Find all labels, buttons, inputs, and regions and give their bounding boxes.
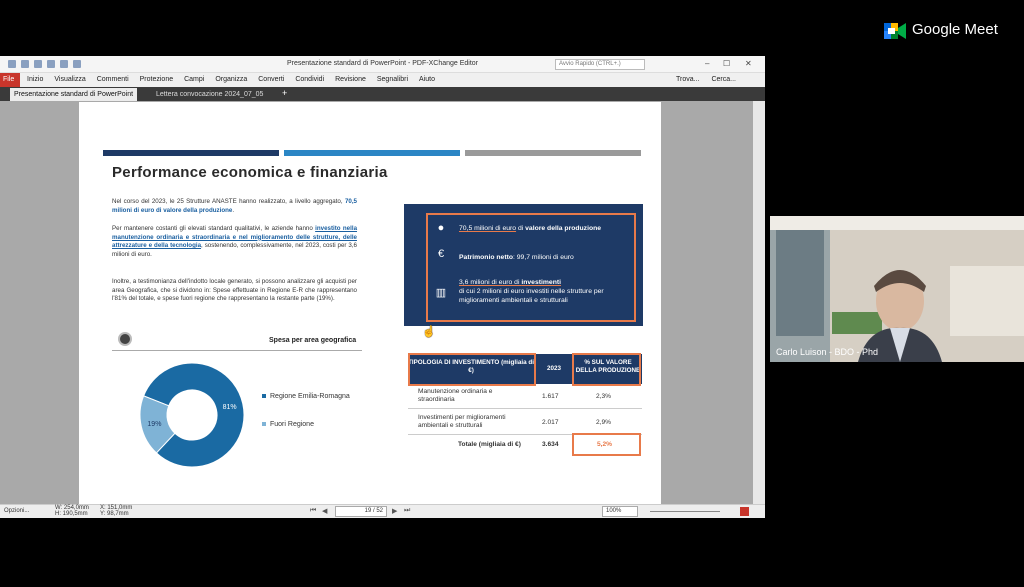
page-dimensions: W: 254,0mm H: 190,5mm — [55, 505, 89, 517]
kpi-investimenti: 3,6 milioni di euro di investimenti di cui 2 milioni di euro investiti nelle strutture per miglioramenti ambientali e strutturali — [459, 279, 604, 304]
prev-page-icon[interactable]: ◀ — [322, 508, 328, 515]
last-page-icon[interactable]: ⏭ — [404, 507, 411, 514]
menu-file[interactable]: File — [0, 73, 20, 87]
highlight-frame-header — [408, 353, 536, 386]
menu-campi[interactable]: Campi — [184, 76, 205, 83]
find-button[interactable]: Trova... — [676, 76, 700, 83]
menu-segnalibri[interactable]: Segnalibri — [376, 76, 409, 83]
table-row: Manutenzione ordinaria e straordinaria 1.617 2,3% — [408, 385, 642, 409]
menu-commenti[interactable]: Commenti — [96, 76, 129, 83]
table-header-percent: % SUL VALORE DELLA PRODUZIONE — [574, 354, 642, 384]
geography-icon — [118, 332, 132, 346]
pie-data-label: 19% — [147, 420, 162, 428]
legend-dot — [262, 422, 266, 426]
options-button[interactable]: Opzioni... — [4, 508, 30, 514]
highlight-frame-total — [572, 433, 641, 456]
table-row: Investimenti per miglioramenti ambientali e strutturali 2.017 2,9% — [408, 409, 642, 435]
zoom-slider[interactable] — [650, 511, 720, 512]
hand-cursor-icon: ☝ — [422, 326, 436, 338]
table-total-row: Totale (migliaia di €) 3.634 5,2% — [458, 441, 613, 448]
google-meet-label: Google Meet — [912, 21, 998, 38]
participant-video-tile[interactable] — [770, 216, 1024, 362]
new-tab-icon[interactable]: + — [282, 88, 288, 98]
slide-title: Performance economica e finanziaria — [112, 164, 388, 181]
piggy-bank-icon: ● — [437, 222, 445, 234]
menu-bar — [0, 73, 765, 87]
status-bar — [0, 504, 765, 518]
page-number-input[interactable]: 19 / 52 — [335, 506, 387, 517]
title-bar — [0, 56, 765, 73]
menu-condividi[interactable]: Condividi — [295, 76, 325, 83]
menu-revisione[interactable]: Revisione — [335, 76, 366, 83]
menu-converti[interactable]: Converti — [258, 76, 285, 83]
header-bar-blue — [284, 150, 460, 156]
first-page-icon[interactable]: ⏮ — [310, 507, 317, 514]
bar-chart-icon: ▥ — [435, 287, 447, 299]
paragraph-3: Inoltre, a testimonianza dell'indotto locale generato, si possono analizzare gli acquisti per area Geografica, che si dividono in: Spese effettuate in Regione E-R che rappresentano l'81% del totale, e spese fuori regione che rappresentano la restante parte (19%). — [112, 278, 357, 303]
menu-aiuto[interactable]: Aiuto — [419, 76, 435, 83]
search-button[interactable]: Cerca... — [711, 76, 736, 83]
participant-name: Carlo Luison - BDO - Phd — [776, 347, 879, 357]
donut-chart — [137, 360, 247, 470]
participant-video-frame — [770, 216, 1024, 362]
table-header-tipologia: TIPOLOGIA DI INVESTIMENTO (migliaia di €) — [408, 354, 534, 384]
menu-organizza[interactable]: Organizza — [215, 76, 248, 83]
paragraph-1: Nel corso del 2023, le 25 Strutture ANASTE hanno realizzato, a livello aggregato, 70,5 milioni di euro di valore della produzione. — [112, 198, 357, 214]
pdf-icon[interactable] — [740, 507, 749, 516]
table-header-2023: 2023 — [536, 354, 572, 384]
legend-dot — [262, 394, 266, 398]
tab-presentazione[interactable]: Presentazione standard di PowerPoint — [10, 88, 137, 101]
menu-inizio[interactable]: Inizio — [27, 76, 44, 83]
kpi-patrimonio-netto: Patrimonio netto: 99,7 milioni di euro — [459, 254, 574, 261]
pie-data-label: 81% — [222, 404, 237, 412]
maximize-icon[interactable]: ☐ — [723, 59, 731, 68]
legend-item-fuori-regione: Fuori Regione — [262, 421, 314, 428]
menu-protezione[interactable]: Protezione — [139, 76, 174, 83]
zoom-select[interactable]: 100% — [602, 506, 638, 517]
cursor-coordinates: X: 151,0mm Y: 98,7mm — [100, 505, 133, 517]
chart-title-divider — [112, 350, 362, 351]
kpi-valore-produzione: 70,5 milioni di euro di valore della produzione — [459, 225, 602, 232]
google-meet-icon — [884, 21, 906, 41]
next-page-icon[interactable]: ▶ — [392, 508, 398, 515]
quick-search-input[interactable]: Avvio Rapido (CTRL+.) — [555, 59, 645, 70]
tab-lettera-convocazione[interactable]: Lettera convocazione 2024_07_05 — [156, 91, 264, 98]
paragraph-2: Per mantenere costanti gli elevati standard qualitativi, le aziende hanno investito nella manutenzione ordinaria e straordinaria e nel miglioramento delle strutture, delle attrezzature e della tecnologia, sostenendo, complessivamente, nel 2023, costi per 3,6 milioni di euro. — [112, 225, 358, 258]
menu-visualizza[interactable]: Visualizza — [54, 76, 86, 83]
pdf-page — [79, 102, 661, 504]
document-tab-bar — [0, 87, 765, 101]
header-bar-dark — [103, 150, 279, 156]
highlight-frame-percent-header — [572, 353, 641, 386]
chart-title: Spesa per area geografica — [269, 337, 357, 344]
minimize-icon[interactable]: – — [705, 59, 710, 68]
kpi-box — [404, 204, 643, 326]
legend-item-emilia-romagna: Regione Emilia-Romagna — [262, 393, 350, 400]
close-window-icon[interactable]: ✕ — [745, 59, 752, 68]
header-bar-grey — [465, 150, 641, 156]
vertical-scrollbar[interactable] — [753, 101, 765, 504]
window-title: Presentazione standard di PowerPoint - PDF-XChange Editor — [286, 60, 479, 67]
euro-icon: € — [437, 248, 445, 260]
